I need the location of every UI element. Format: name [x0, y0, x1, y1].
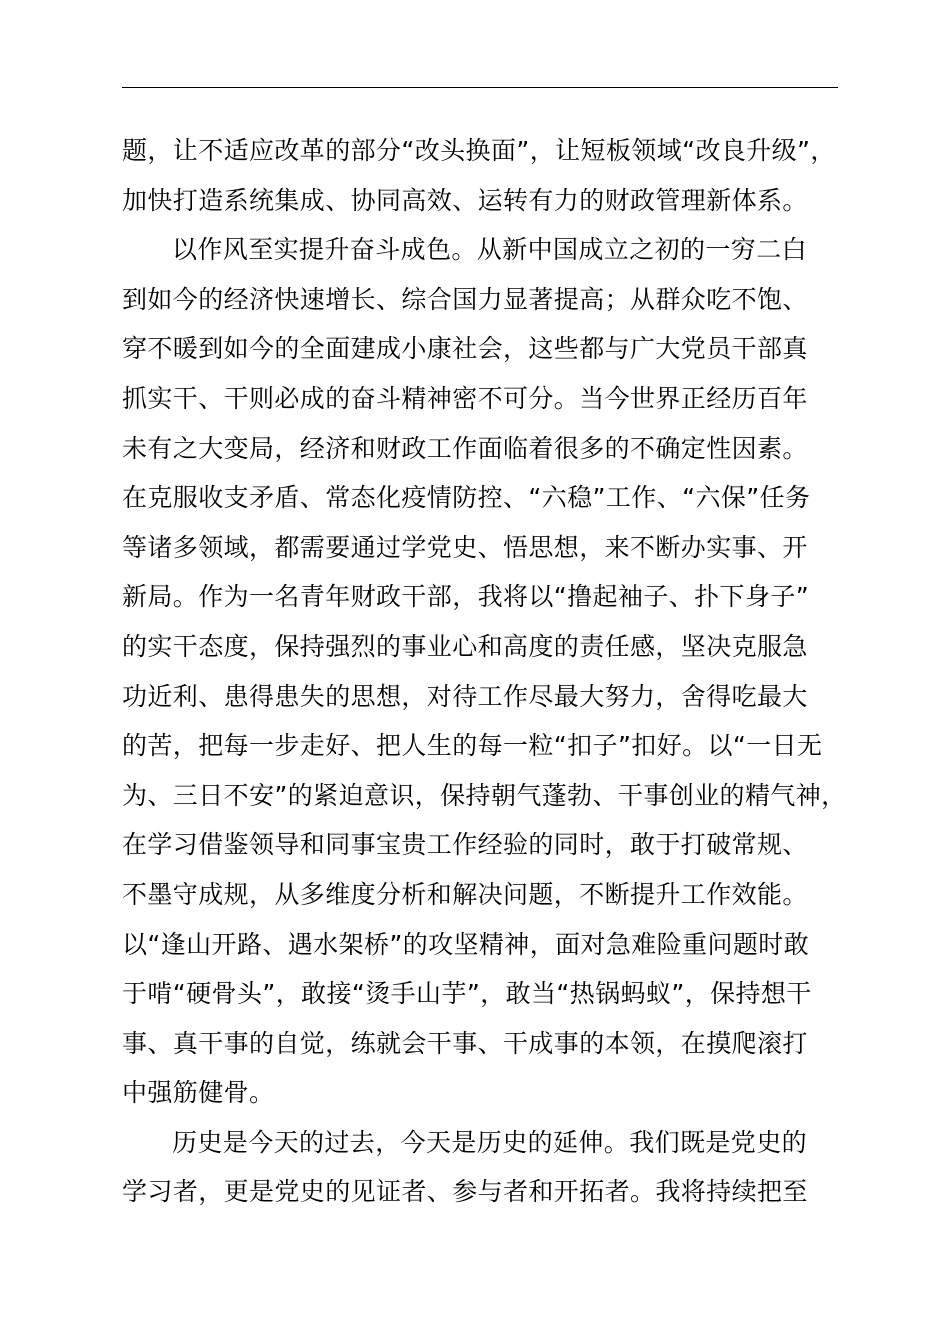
text-line: 于啃“硬骨头”，敢接“烫手山芋”，敢当“热锅蚂蚁”，保持想干 [122, 979, 812, 1009]
header-rule [122, 87, 838, 88]
text-line: 事、真干事的自觉，练就会干事、干成事的本领，在摸爬滚打 [122, 1028, 808, 1058]
text-line: 等诸多领域，都需要通过学党史、悟思想，来不断办实事、开 [122, 532, 808, 562]
paragraph-first-line: 以作风至实提升奋斗成色。从新中国成立之初的一穷二白 [172, 235, 808, 265]
text-line: 在学习借鉴领导和同事宝贵工作经验的同时，敢于打破常规、 [122, 830, 808, 860]
text-line: 以“逢山开路、遇水架桥”的攻坚精神，面对急难险重问题时敢 [122, 929, 810, 959]
text-line: 的实干态度，保持强烈的事业心和高度的责任感，坚决克服急 [122, 631, 808, 661]
text-line: 加快打造系统集成、协同高效、运转有力的财政管理新体系。 [122, 185, 808, 215]
text-line: 新局。作为一名青年财政干部，我将以“撸起袖子、扑下身子” [122, 582, 810, 612]
text-line: 未有之大变局，经济和财政工作面临着很多的不确定性因素。 [122, 433, 808, 463]
paragraph-first-line: 历史是今天的过去，今天是历史的延伸。我们既是党史的 [172, 1127, 808, 1157]
text-line: 题，让不适应改革的部分“改头换面”，让短板领域“改良升级”， [122, 136, 836, 165]
text-line: 功近利、患得患失的思想，对待工作尽最大努力，舍得吃最大 [122, 681, 808, 711]
text-line: 中强筋健骨。 [122, 1078, 275, 1108]
text-line: 学习者，更是党史的见证者、参与者和开拓者。我将持续把至 [122, 1177, 808, 1207]
text-line: 穿不暖到如今的全面建成小康社会，这些都与广大党员干部真 [122, 334, 808, 364]
text-line: 到如今的经济快速增长、综合国力显著提高；从群众吃不饱、 [122, 284, 808, 314]
text-line: 抓实干、干则必成的奋斗精神密不可分。当今世界正经历百年 [122, 383, 808, 413]
text-line: 为、三日不安”的紧迫意识，保持朝气蓬勃、干事创业的精气神， [122, 780, 847, 810]
body-text [122, 126, 862, 1217]
text-line: 的苦，把每一步走好、把人生的每一粒“扣子”扣好。以“一日无 [122, 731, 823, 761]
text-line: 不墨守成规，从多维度分析和解决问题，不断提升工作效能。 [122, 879, 808, 909]
text-line: 在克服收支矛盾、常态化疫情防控、“六稳”工作、“六保”任务 [122, 483, 811, 513]
